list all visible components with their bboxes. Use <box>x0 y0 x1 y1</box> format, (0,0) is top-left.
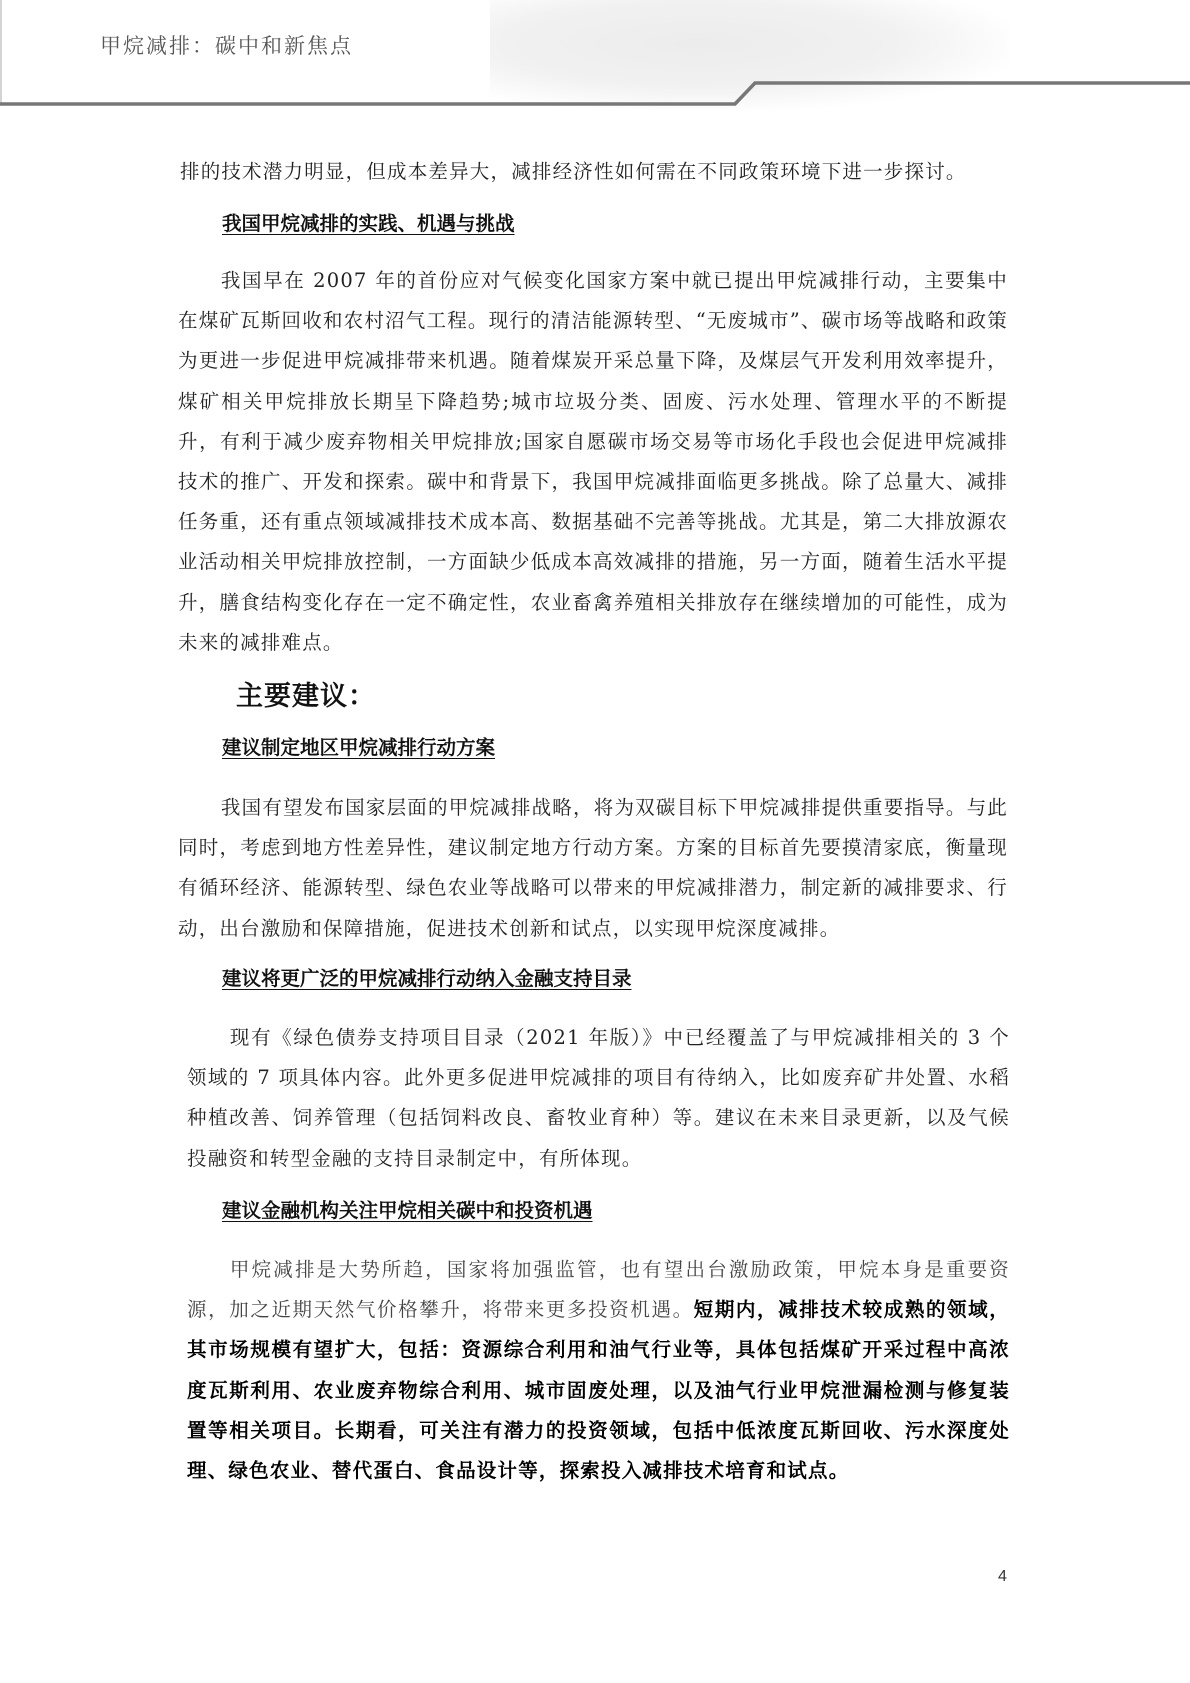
rec-investment-text: 甲烷减排是大势所趋，国家将加强监管，也有望出台激励政策，甲烷本身是重要资源，加之近期天然气价格攀升，将带来更多投资机遇。 <box>187 1258 1010 1322</box>
rec-heading-finance-catalog: 建议将更广泛的甲烷减排行动纳入金融支持目录 <box>222 967 632 990</box>
rec-heading-investment: 建议金融机构关注甲烷相关碳中和投资机遇 <box>222 1199 593 1222</box>
header-divider-line <box>0 0 1190 110</box>
section-heading-practice: 我国甲烷减排的实践、机遇与挑战 <box>222 212 515 235</box>
section-practice-body: 我国早在 2007 年的首份应对气候变化国家方案中就已提出甲烷减排行动，主要集中在煤矿瓦斯回收和农村沼气工程。现行的清洁能源转型、“无废城市”、碳市场等战略和政策为更进一步促进甲烷减排带来机遇。随着煤炭开采总量下降，及煤层气开发利用效率提升，煤矿相关甲烷排放长期呈下降趋势;城市垃圾分类、固废、污水处理、管理水平的不断提升，有利于减少废弃物相关甲烷排放;国家自愿碳市场交易等市场化手段也会促进甲烷减排技术的推广、开发和探索。碳中和背景下，我国甲烷减排面临更多挑战。除了总量大、减排任务重，还有重点领域减排技术成本高、数据基础不完善等挑战。尤其是，第二大排放源农业活动相关甲烷排放控制，一方面缺少低成本高效减排的措施，另一方面，随着生活水平提升，膳食结构变化存在一定不确定性，农业畜禽养殖相关排放存在继续增加的可能性，成为未来的减排难点。 <box>178 269 1008 654</box>
rec-finance-catalog-body: 现有《绿色债券支持项目目录（2021 年版）》中已经覆盖了与甲烷减排相关的 3 个领域的 7 项具体内容。此外更多促进甲烷减排的项目有待纳入，比如废弃矿井处置、水稻种植改善、饲养管理（包括饲料改良、畜牧业育种）等。建议在未来目录更新，以及气候投融资和转型金融的支持目录制定中，有所体现。 <box>187 1026 1010 1170</box>
intro-paragraph-tail: 排的技术潜力明显，但成本差异大，减排经济性如何需在不同政策环境下进一步探讨。 <box>180 160 967 183</box>
rec-local-plan-body: 我国有望发布国家层面的甲烷减排战略，将为双碳目标下甲烷减排提供重要指导。与此同时，考虑到地方性差异性，建议制定地方行动方案。方案的目标首先要摸清家底，衡量现有循环经济、能源转型、绿色农业等战略可以带来的甲烷减排潜力，制定新的减排要求、行动，出台激励和保障措施，促进技术创新和试点，以实现甲烷深度减排。 <box>178 796 1008 940</box>
page-number: 4 <box>998 1568 1007 1585</box>
rec-heading-local-plan: 建议制定地区甲烷减排行动方案 <box>222 736 496 759</box>
running-header-title: 甲烷减排：碳中和新焦点 <box>100 34 353 58</box>
rec-investment-emphasis: 短期内，减排技术较成熟的领域，其市场规模有望扩大，包括：资源综合利用和油气行业等，具体包括煤矿开采过程中高浓度瓦斯利用、农业废弃物综合利用、城市固废处理，以及油气行业甲烷泄漏检测与修复装置等相关项目。长期看，可关注有潜力的投资领域，包括中低浓度瓦斯回收、污水深度处理、绿色农业、替代蛋白、食品设计等，探索投入减排技术培育和试点。 <box>187 1298 1010 1483</box>
main-recommendations-heading: 主要建议： <box>236 681 376 712</box>
rec-investment-body <box>187 1250 1010 1491</box>
